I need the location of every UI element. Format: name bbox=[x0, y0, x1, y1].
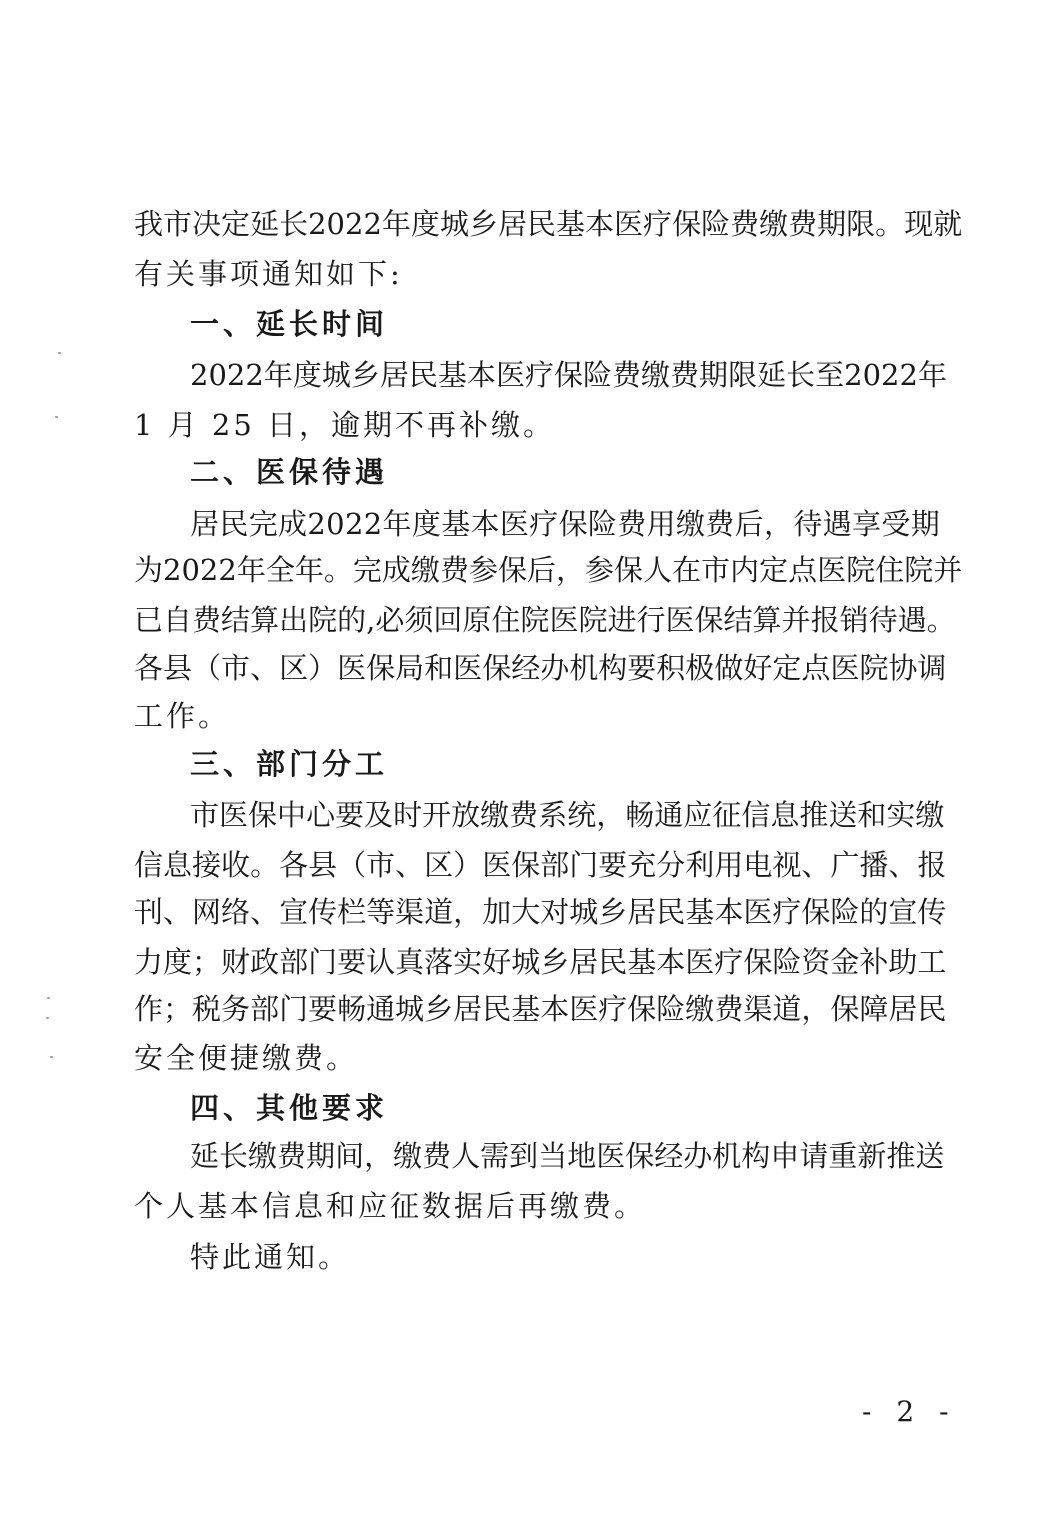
paragraph-line: 市 医 保 中 心 要 及 时 开 放 缴 费 系 统 ， 畅 通 应 征 信 息 推 送 和 实 缴 bbox=[190, 798, 945, 832]
paragraph-line: 信 息 接 收 。 各 县 （ 市 、 区 ） 医 保 部 门 要 充 分 利 用 电 视 、 广 播 、 报 bbox=[134, 848, 947, 882]
section-heading-medical-benefits: 二、医保待遇 bbox=[190, 455, 389, 489]
paragraph-line: 居 民 完 成 2 0 2 2 年 度 基 本 医 疗 保 险 费 用 缴 费 后 ， 待 遇 享 受 期 bbox=[190, 507, 940, 541]
paragraph-line: 安全便捷缴费。 bbox=[134, 1041, 359, 1075]
paragraph-line: 力 度 ； 财 政 部 门 要 认 真 落 实 好 城 乡 居 民 基 本 医 疗 保 险 资 金 补 助 工 bbox=[134, 945, 947, 979]
page-number: - 2 - bbox=[862, 1395, 957, 1428]
paragraph-line: 个人基本信息和应征数据后再缴费。 bbox=[134, 1189, 647, 1223]
scan-speck bbox=[46, 1017, 49, 1019]
paragraph-line: 延 长 缴 费 期 间 ， 缴 费 人 需 到 当 地 医 保 经 办 机 构 申 请 重 新 推 送 bbox=[190, 1139, 945, 1173]
paragraph-line: 工作。 bbox=[134, 699, 231, 733]
section-heading-other-requirements: 四、其他要求 bbox=[190, 1091, 389, 1125]
paragraph-line: 刊 、 网 络 、 宣 传 栏 等 渠 道 ， 加 大 对 城 乡 居 民 基 本 医 疗 保 险 的 宣 传 bbox=[134, 895, 947, 929]
closing-text: 特此通知。 bbox=[190, 1240, 351, 1274]
paragraph-line: 已 自 费 结 算 出 院 的 , 必 须 回 原 住 院 医 院 进 行 医 保 结 算 并 报 销 待 遇 。 bbox=[134, 603, 956, 637]
section-heading-division-of-work: 三、部门分工 bbox=[190, 747, 389, 781]
paragraph-line: 为 2 0 2 2 年 全 年 。 完 成 缴 费 参 保 后 ， 参 保 人 在 市 内 定 点 医 院 住 院 并 bbox=[134, 553, 963, 587]
paragraph-line: 2 0 2 2 年 度 城 乡 居 民 基 本 医 疗 保 险 费 缴 费 期 限 延 长 至 2 0 2 2 年 bbox=[190, 358, 947, 392]
intro-line: 我 市 决 定 延 长 2 0 2 2 年 度 城 乡 居 民 基 本 医 疗 保 险 费 缴 费 期 限 。 现 就 bbox=[134, 207, 963, 241]
paragraph-line: 各 县 （ 市 、 区 ） 医 保 局 和 医 保 经 办 机 构 要 积 极 做 好 定 点 医 院 协 调 bbox=[134, 651, 947, 685]
scan-speck bbox=[50, 1056, 53, 1058]
section-heading-extension-time: 一、延长时间 bbox=[190, 307, 389, 341]
scan-speck bbox=[47, 997, 50, 999]
paragraph-line: 1 月 25 日，逾期不再补缴。 bbox=[134, 408, 556, 442]
scan-speck bbox=[55, 416, 58, 418]
scan-speck bbox=[58, 352, 61, 354]
paragraph-line: 作 ； 税 务 部 门 要 畅 通 城 乡 居 民 基 本 医 疗 保 险 缴 费 渠 道 ， 保 障 居 民 bbox=[134, 992, 947, 1026]
intro-line: 有关事项通知如下: bbox=[134, 257, 403, 291]
